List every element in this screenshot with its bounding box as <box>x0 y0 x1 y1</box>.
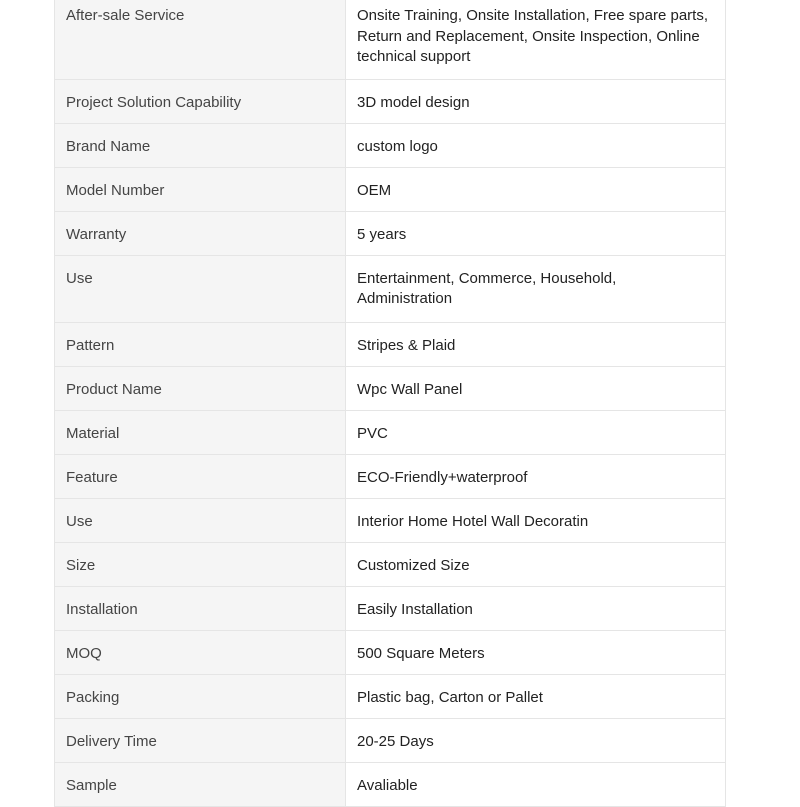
spec-row <box>55 211 726 255</box>
spec-label: Size <box>55 542 346 586</box>
spec-row <box>55 718 726 762</box>
spec-row <box>55 366 726 410</box>
spec-value: 20-25 Days <box>346 718 726 762</box>
spec-label: Pattern <box>55 322 346 366</box>
spec-value: Easily Installation <box>346 586 726 630</box>
spec-row <box>55 630 726 674</box>
spec-value: Stripes & Plaid <box>346 322 726 366</box>
spec-value: ECO-Friendly+waterproof <box>346 454 726 498</box>
spec-label: Model Number <box>55 167 346 211</box>
spec-row <box>55 167 726 211</box>
spec-label: Sample <box>55 762 346 806</box>
spec-label: MOQ <box>55 630 346 674</box>
spec-value: Customized Size <box>346 542 726 586</box>
product-spec-table <box>54 0 726 807</box>
spec-value: Onsite Training, Onsite Installation, Free spare parts, Return and Replacement, Onsite Inspection, Online technical support <box>346 0 726 79</box>
spec-row <box>55 674 726 718</box>
spec-label: Packing <box>55 674 346 718</box>
spec-value: Entertainment, Commerce, Household, Administration <box>346 255 726 322</box>
spec-label: Project Solution Capability <box>55 79 346 123</box>
spec-value: Interior Home Hotel Wall Decoratin <box>346 498 726 542</box>
spec-row <box>55 79 726 123</box>
spec-row <box>55 454 726 498</box>
spec-label: Delivery Time <box>55 718 346 762</box>
spec-row <box>55 410 726 454</box>
spec-label: Material <box>55 410 346 454</box>
spec-row <box>55 762 726 806</box>
spec-row <box>55 322 726 366</box>
spec-value: Wpc Wall Panel <box>346 366 726 410</box>
spec-value: custom logo <box>346 123 726 167</box>
spec-row <box>55 0 726 79</box>
spec-label: Brand Name <box>55 123 346 167</box>
spec-value: 3D model design <box>346 79 726 123</box>
spec-value: PVC <box>346 410 726 454</box>
spec-label: After-sale Service <box>55 0 346 79</box>
spec-label: Product Name <box>55 366 346 410</box>
spec-value: Avaliable <box>346 762 726 806</box>
spec-row <box>55 498 726 542</box>
spec-row <box>55 123 726 167</box>
spec-label: Installation <box>55 586 346 630</box>
spec-label: Use <box>55 255 346 322</box>
spec-label: Warranty <box>55 211 346 255</box>
spec-row <box>55 586 726 630</box>
spec-label: Use <box>55 498 346 542</box>
spec-value: Plastic bag, Carton or Pallet <box>346 674 726 718</box>
spec-value: 500 Square Meters <box>346 630 726 674</box>
spec-row <box>55 255 726 322</box>
spec-value: OEM <box>346 167 726 211</box>
spec-row <box>55 542 726 586</box>
spec-label: Feature <box>55 454 346 498</box>
spec-value: 5 years <box>346 211 726 255</box>
